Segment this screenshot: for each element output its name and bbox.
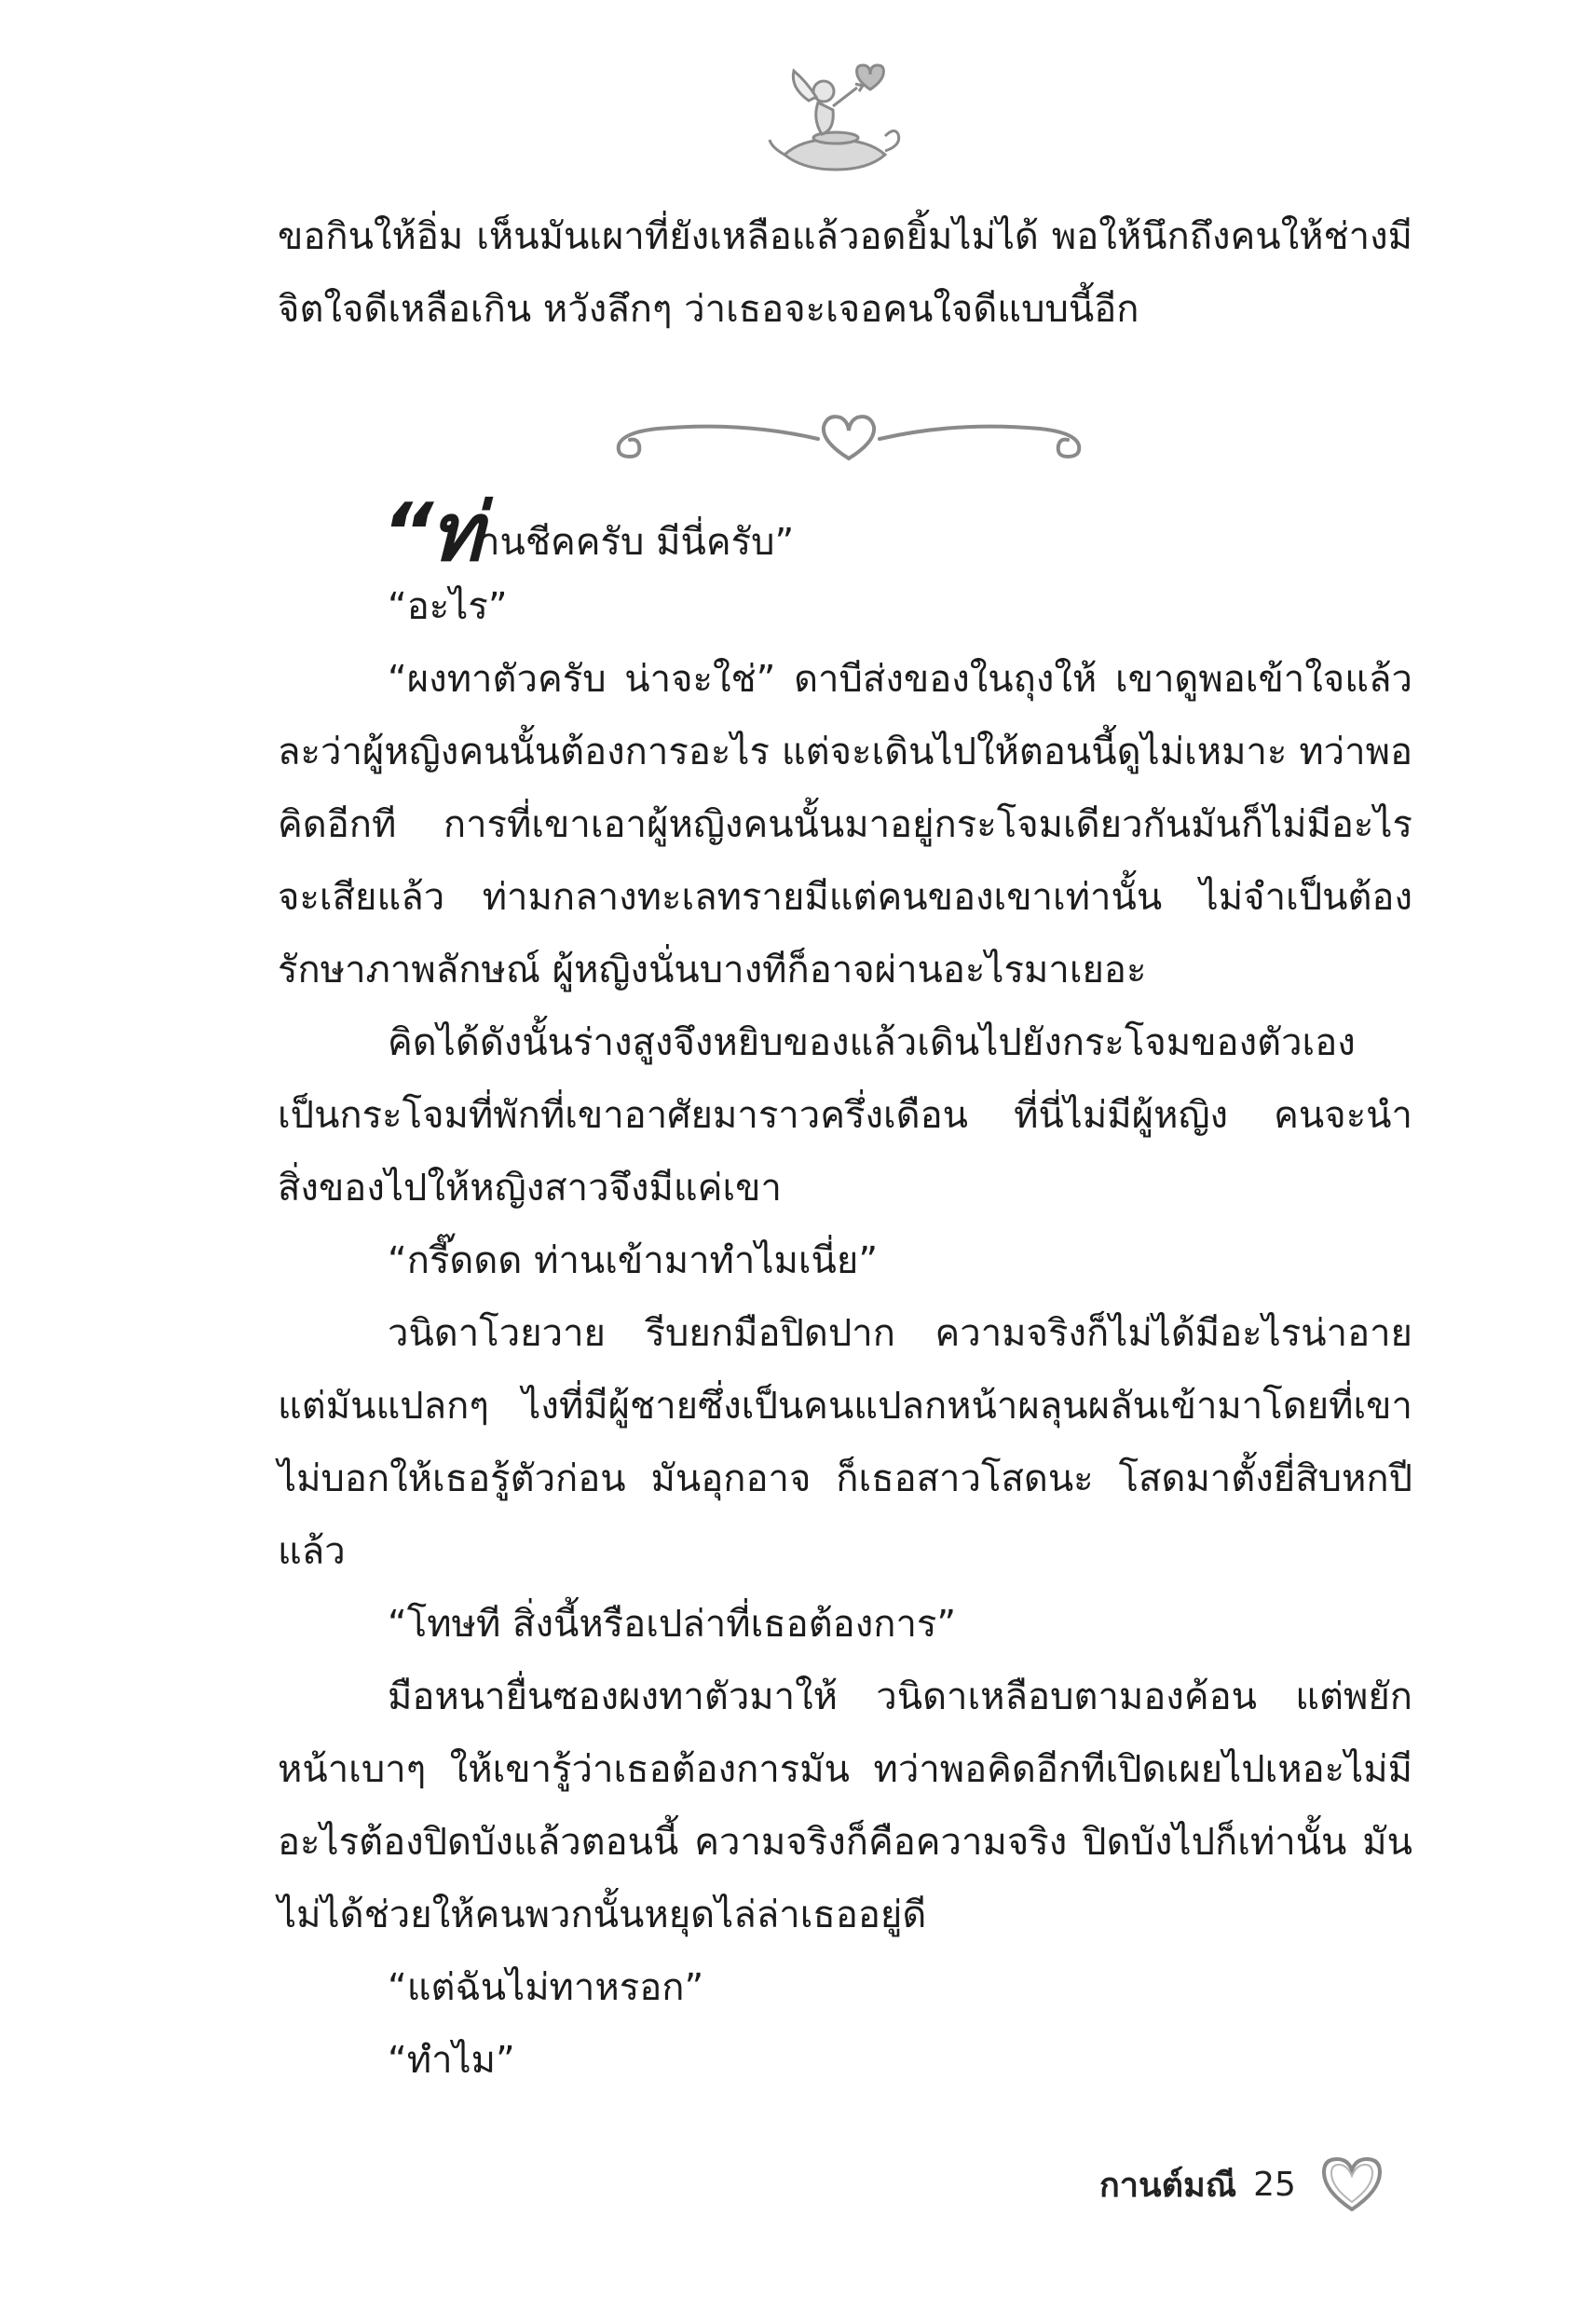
page-footer	[1099, 2147, 1385, 2222]
drop-cap: “ท่	[382, 486, 480, 580]
opening-rest: านชีคครับ มีนี่ครับ”	[479, 521, 795, 564]
page-number: 25	[1253, 2165, 1296, 2204]
heart-scroll-divider-icon	[602, 401, 1096, 477]
paragraph: “อะไร”	[388, 585, 508, 628]
opening-line	[382, 486, 795, 580]
paragraph: “กรี๊ดดด ท่านเข้ามาทำไมเนี่ย”	[388, 1239, 879, 1282]
intro-paragraph	[278, 200, 1412, 346]
paragraph: “แต่ฉันไม่ทาหรอก”	[388, 1966, 704, 2009]
paragraph: “โทษที สิ่งนี้หรือเปล่าที่เธอต้องการ”	[388, 1603, 957, 1646]
intro-text: ขอกินให้อิ่ม เห็นมันเผาที่ยังเหลือแล้วอดยิ้มไม่ได้ พอให้นึกถึงคนให้ช่างมีจิตใจดีเหลือเกิน หวังลึกๆ ว่าเธอจะเจอคนใจดีแบบนี้อีก	[278, 215, 1412, 331]
paragraph: มือหนายื่นซองผงทาตัวมาให้ วนิดาเหลือบตามองค้อน แต่พยักหน้าเบาๆ ให้เขารู้ว่าเธอต้องการมัน ทว่าพอคิดอีกทีเปิดเผยไปเหอะไม่มีอะไรต้องปิดบังแล้วตอนนี้ ความจริงก็คือความจริง ปิดบังไปก็เท่านั้น มันไม่ได้ช่วยให้คนพวกนั้นหยุดไล่ล่าเธออยู่ดี	[278, 1675, 1412, 1936]
paragraph: คิดได้ดังนั้นร่างสูงจึงหยิบของแล้วเดินไปยังกระโจมของตัวเอง เป็นกระโจมที่พักที่เขาอาศัยมาราวครึ่งเดือน ที่นี่ไม่มีผู้หญิง คนจะนำสิ่งของไปให้หญิงสาวจึงมีแค่เขา	[278, 1021, 1412, 1210]
heart-outline-icon	[1318, 2154, 1385, 2215]
book-title: กานต์มณี	[1099, 2166, 1237, 2205]
body-text	[278, 570, 1412, 2097]
paragraph: วนิดาโวยวาย รีบยกมือปิดปาก ความจริงก็ไม่ได้มีอะไรน่าอาย แต่มันแปลกๆ ไงที่มีผู้ชายซึ่งเป็นคนแปลกหน้าผลุนผลันเข้ามาโดยที่เขาไม่บอกให้เธอรู้ตัวก่อน มันอุกอาจ ก็เธอสาวโสดนะ โสดมาตั้งยี่สิบหกปีแล้ว	[278, 1312, 1412, 1573]
paragraph: “ผงทาตัวครับ น่าจะใช่” ดาบีส่งของในถุงให้ เขาดูพอเข้าใจแล้วละว่าผู้หญิงคนนั้นต้องการอะไร แต่จะเดินไปให้ตอนนี้ดูไม่เหมาะ ทว่าพอคิดอีกที การที่เขาเอาผู้หญิงคนนั้นมาอยู่กระโจมเดียวกันมันก็ไม่มีอะไรจะเสียแล้ว ท่ามกลางทะเลทรายมีแต่คนของเขาเท่านั้น ไม่จำเป็นต้องรักษาภาพลักษณ์ ผู้หญิงนั่นบางทีก็อาจผ่านอะไรมาเยอะ	[278, 658, 1412, 991]
paragraph: “ทำไม”	[388, 2039, 515, 2082]
cupid-teapot-ornament-icon	[766, 54, 906, 180]
